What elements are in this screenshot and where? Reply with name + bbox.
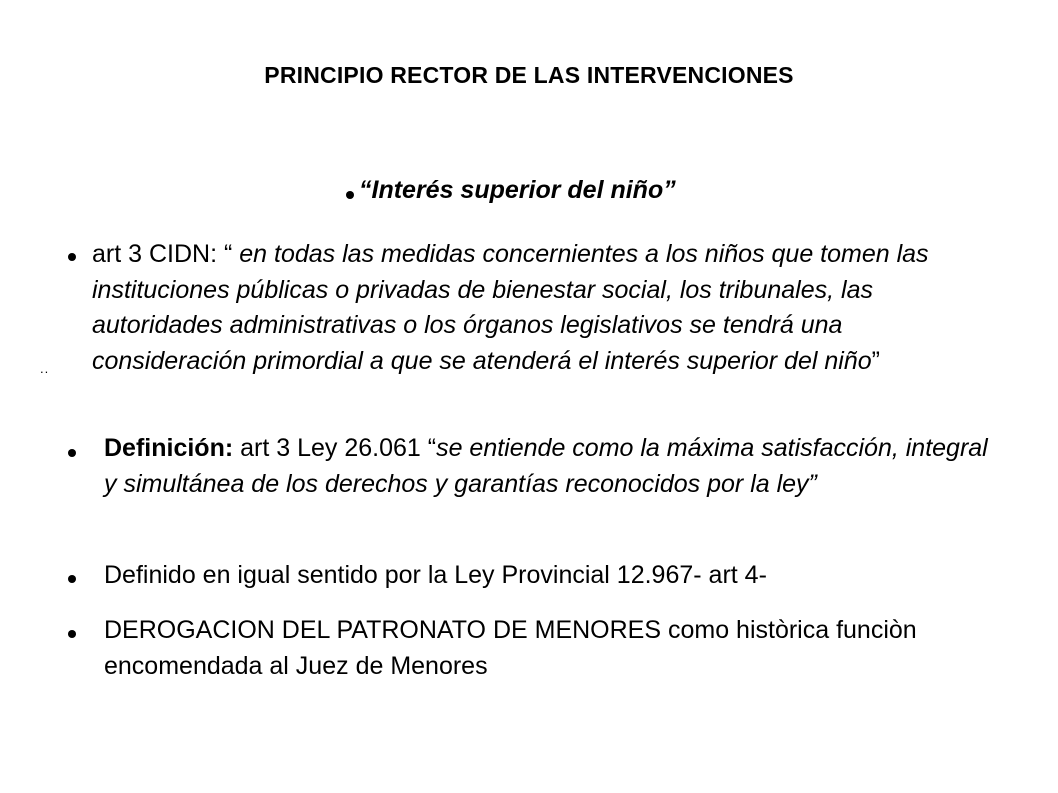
bullet-derogacion: DEROGACION DEL PATRONATO DE MENORES como històrica funciòn encomendada al Juez de Menores [104, 616, 917, 680]
bullet-dot [68, 575, 76, 583]
bullet-definicion [104, 431, 1004, 502]
slide-subtitle: “Interés superior del niño” [359, 176, 676, 204]
bullet-cidn-prefix: art 3 CIDN: “ [92, 240, 240, 268]
bullet-ley-provincial: Definido en igual sentido por la Ley Provincial 12.967- art 4- [104, 561, 767, 589]
bullet-dot [346, 191, 354, 199]
bullet-definicion-quote: se entiende como la máxima satisfacción, integral y simultánea de los derechos y garantías reconocidos por la ley” [104, 434, 988, 498]
bullet-cidn-suffix: ” [871, 346, 880, 375]
bullet-definicion-prefix: art 3 Ley 26.061 “ [233, 434, 437, 462]
slide-marker: .. [40, 361, 50, 376]
bullet-dot [68, 253, 76, 261]
bullet-dot [68, 630, 76, 638]
bullet-dot [68, 449, 76, 457]
bullet-definicion-term: Definición: [104, 434, 234, 462]
bullet-cidn [92, 237, 992, 379]
slide-title: PRINCIPIO RECTOR DE LAS INTERVENCIONES [264, 62, 794, 88]
bullet-cidn-quote: en todas las medidas concernientes a los niños que tomen las instituciones públicas o privadas de bienestar social, los tribunales, las autoridades administrativas o los órganos legislativos se tendrá una consideración primordial a que se atenderá el interés superior del niño [92, 240, 929, 375]
